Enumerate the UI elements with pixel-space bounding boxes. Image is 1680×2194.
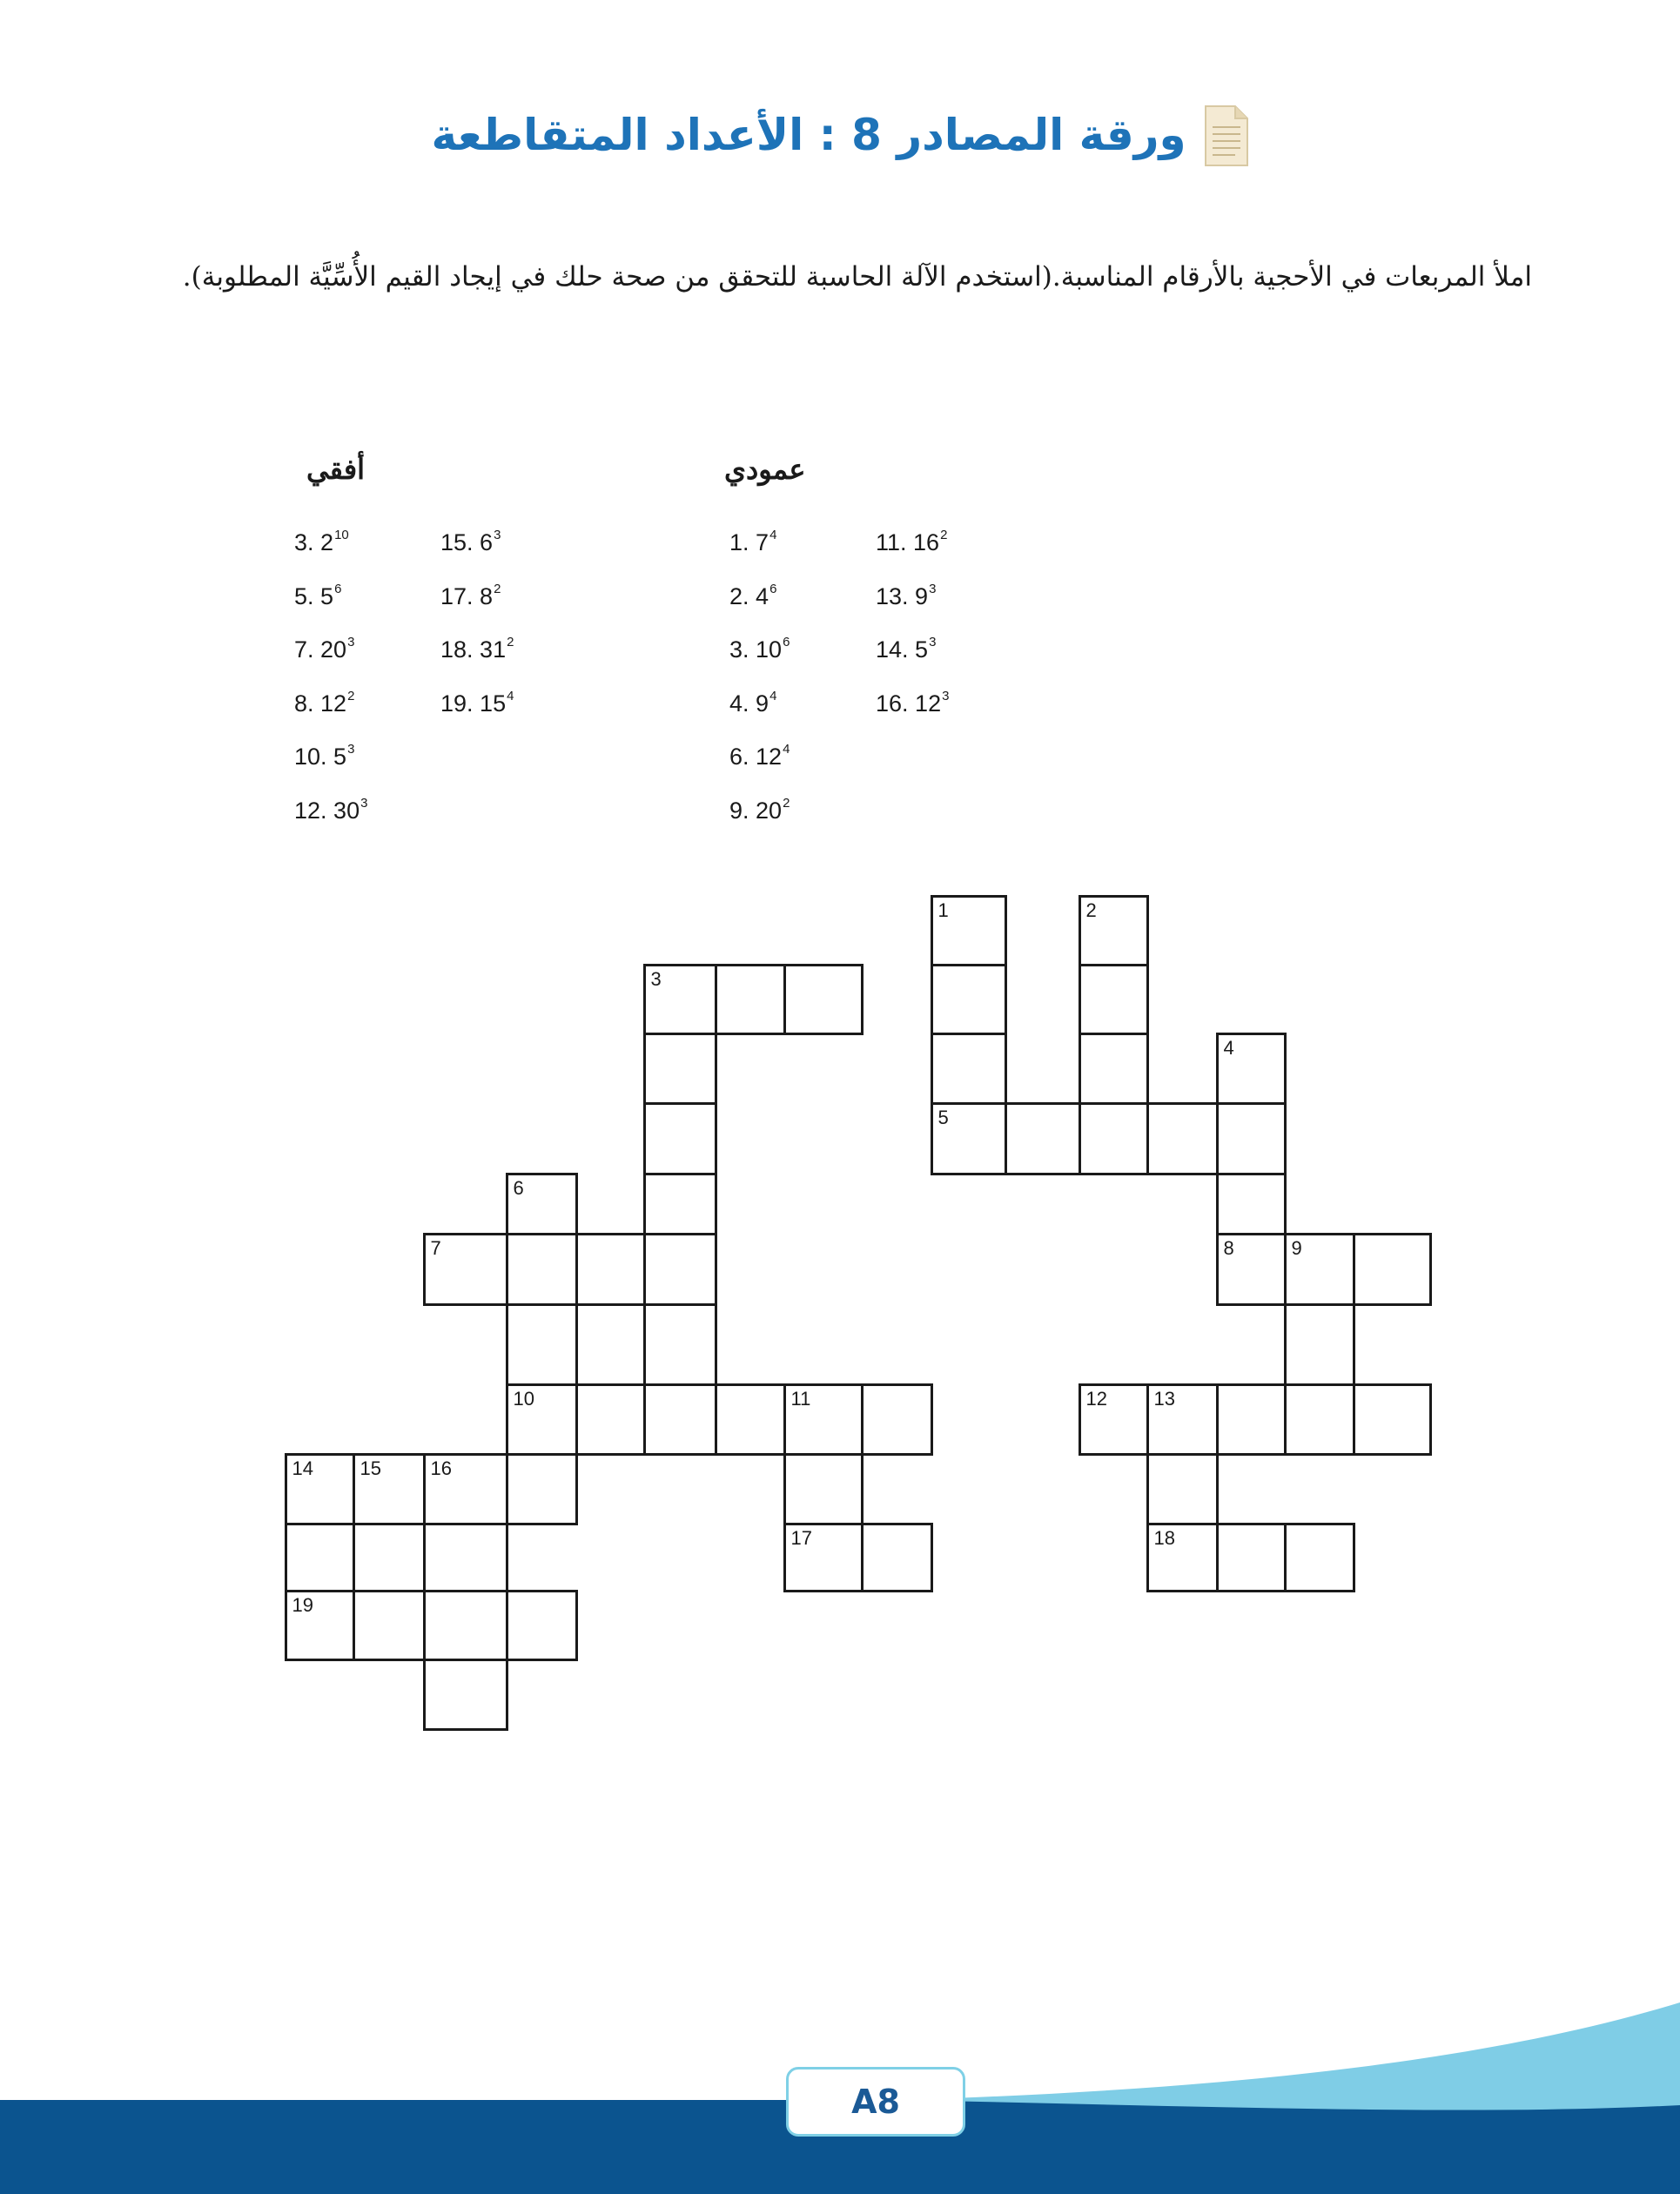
cell-number: 12 [1085, 1387, 1107, 1410]
crossword-cell[interactable] [423, 1590, 508, 1661]
crossword-cell[interactable] [1216, 1523, 1287, 1592]
clue-number: 10. [294, 744, 334, 770]
crossword-cell[interactable] [423, 1233, 508, 1306]
clue-number: 3. [294, 529, 321, 555]
page-number-badge: A8 [786, 2067, 965, 2137]
clue-exponent: 2 [347, 688, 355, 703]
crossword-cell[interactable] [861, 1383, 933, 1456]
cell-number: 18 [1153, 1526, 1175, 1549]
clue-number: 12. [294, 797, 334, 824]
clue-number: 6. [729, 744, 756, 770]
across-clues-col2 [440, 529, 514, 744]
crossword-cell[interactable] [643, 1033, 717, 1105]
crossword-cell[interactable] [643, 1102, 717, 1175]
clue-base: 20 [756, 797, 783, 824]
crossword-cell[interactable] [506, 1453, 578, 1525]
clue-item [294, 636, 367, 690]
clue-item [729, 583, 790, 637]
clue-exponent: 3 [929, 635, 937, 649]
clue-exponent: 6 [783, 635, 790, 649]
crossword-cell[interactable] [931, 895, 1007, 966]
clue-base: 12 [915, 690, 942, 717]
clue-item [440, 583, 514, 637]
cell-number: 7 [430, 1236, 441, 1259]
crossword-cell[interactable] [931, 1033, 1007, 1105]
clue-exponent: 3 [942, 688, 950, 703]
clue-number: 18. [440, 636, 480, 663]
clue-exponent: 4 [783, 742, 790, 757]
cell-number: 17 [790, 1526, 812, 1549]
crossword-cell[interactable] [285, 1590, 355, 1661]
cell-number: 6 [513, 1176, 524, 1199]
clue-item [876, 636, 949, 690]
clue-number: 3. [729, 636, 756, 663]
cell-number: 4 [1223, 1036, 1234, 1059]
cell-number: 13 [1153, 1387, 1175, 1410]
clue-exponent: 6 [334, 581, 342, 596]
clue-exponent: 2 [940, 528, 948, 542]
clue-base: 9 [915, 582, 929, 609]
crossword-cell[interactable] [506, 1173, 578, 1235]
clue-item [876, 690, 949, 744]
crossword-cell[interactable] [1216, 1173, 1287, 1235]
crossword-cell[interactable] [643, 1383, 717, 1456]
clue-base: 31 [480, 636, 507, 663]
page-title: ورقة المصادر 8 : الأعداد المتقاطعة [431, 110, 1186, 160]
clue-item [729, 690, 790, 744]
crossword-cell[interactable] [1146, 1453, 1219, 1525]
cell-number: 2 [1085, 898, 1097, 921]
clue-number: 4. [729, 690, 756, 717]
crossword-cell[interactable] [931, 964, 1007, 1035]
crossword-cell[interactable] [1284, 1523, 1355, 1592]
clue-item [440, 636, 514, 690]
clue-base: 10 [756, 636, 783, 663]
crossword-cell[interactable] [1079, 1033, 1149, 1105]
clue-item [729, 636, 790, 690]
clue-number: 1. [729, 529, 756, 555]
crossword-cell[interactable] [931, 1102, 1007, 1175]
crossword-cell[interactable] [423, 1523, 508, 1592]
clue-base: 12 [320, 690, 347, 717]
crossword-cell[interactable] [423, 1453, 508, 1525]
clue-exponent: 2 [783, 795, 790, 811]
across-heading: أفقي [306, 453, 366, 486]
clue-item [294, 690, 367, 744]
crossword-cell[interactable] [1216, 1383, 1287, 1456]
clue-base: 16 [913, 529, 940, 555]
crossword-cell[interactable] [1005, 1102, 1081, 1175]
crossword-cell[interactable] [1146, 1102, 1219, 1175]
clue-item [294, 529, 367, 583]
clue-base: 6 [480, 529, 494, 555]
down-clues-col2 [876, 529, 949, 744]
cell-number: 3 [650, 967, 662, 990]
cell-number: 19 [292, 1593, 313, 1616]
crossword-cell[interactable] [783, 1383, 864, 1456]
clue-base: 7 [756, 529, 769, 555]
clue-item [876, 583, 949, 637]
down-clues-col1 [729, 529, 790, 851]
clue-item [729, 795, 790, 851]
crossword-cell[interactable] [1079, 1102, 1149, 1175]
crossword-cell[interactable] [506, 1383, 578, 1456]
clue-item [876, 529, 949, 583]
cell-number: 5 [937, 1106, 949, 1128]
crossword-cell[interactable] [423, 1659, 508, 1731]
crossword-cell[interactable] [715, 1383, 786, 1456]
clue-item [294, 795, 368, 851]
clue-base: 9 [756, 690, 769, 717]
crossword-cell[interactable] [1353, 1233, 1432, 1306]
clue-exponent: 3 [347, 742, 355, 757]
cell-number: 15 [360, 1457, 381, 1479]
crossword-cell[interactable] [643, 964, 717, 1035]
crossword-cell[interactable] [506, 1590, 578, 1661]
clue-base: 30 [333, 797, 360, 824]
crossword-cell[interactable] [643, 1303, 717, 1386]
clue-exponent: 4 [769, 688, 777, 703]
clue-exponent: 2 [507, 635, 514, 649]
clue-base: 2 [320, 529, 334, 555]
clue-number: 13. [876, 582, 916, 609]
clue-exponent: 10 [334, 528, 349, 542]
crossword-cell[interactable] [643, 1233, 717, 1306]
clue-base: 15 [480, 690, 507, 717]
clue-base: 5 [320, 582, 334, 609]
clue-exponent: 3 [929, 581, 937, 596]
cell-number: 1 [937, 898, 949, 921]
across-clues-col1 [294, 529, 367, 851]
crossword-cell[interactable] [1079, 964, 1149, 1035]
crossword-cell[interactable] [1146, 1523, 1219, 1592]
clue-item [440, 690, 514, 744]
crossword-cell[interactable] [1079, 895, 1149, 966]
title-row [0, 103, 1680, 167]
cell-number: 10 [513, 1387, 534, 1410]
crossword-cell[interactable] [575, 1383, 646, 1456]
document-icon [1202, 103, 1249, 167]
crossword-cell[interactable] [1216, 1033, 1287, 1105]
crossword-cell[interactable] [506, 1303, 578, 1386]
crossword-cell[interactable] [783, 964, 864, 1035]
down-heading: عمودي [724, 453, 806, 486]
clue-number: 15. [440, 529, 480, 555]
clue-item [294, 744, 367, 798]
clue-number: 5. [294, 582, 321, 609]
clue-exponent: 4 [507, 688, 514, 703]
cell-number: 9 [1291, 1236, 1302, 1259]
clue-number: 19. [440, 690, 480, 717]
crossword-cell[interactable] [783, 1523, 864, 1592]
crossword-cell[interactable] [353, 1590, 426, 1661]
cell-number: 8 [1223, 1236, 1234, 1259]
clue-number: 17. [440, 582, 480, 609]
crossword-cell[interactable] [575, 1303, 646, 1386]
clue-number: 2. [729, 582, 756, 609]
crossword-cell[interactable] [285, 1523, 355, 1592]
crossword-cell[interactable] [715, 964, 786, 1035]
clue-item [440, 529, 514, 583]
crossword-cell[interactable] [506, 1233, 578, 1306]
crossword-cell[interactable] [1284, 1233, 1355, 1306]
clue-number: 11. [876, 529, 914, 555]
clue-number: 7. [294, 636, 321, 663]
clue-number: 9. [729, 797, 756, 824]
clue-base: 20 [320, 636, 347, 663]
clue-base: 4 [756, 582, 769, 609]
crossword-cell[interactable] [575, 1233, 646, 1306]
crossword-cell[interactable] [1284, 1303, 1355, 1386]
crossword-cell[interactable] [1216, 1233, 1287, 1306]
clue-exponent: 3 [360, 795, 368, 811]
clue-exponent: 4 [769, 528, 777, 542]
crossword-cell[interactable] [285, 1453, 355, 1525]
clue-number: 8. [294, 690, 321, 717]
clue-base: 8 [480, 582, 494, 609]
clue-exponent: 3 [494, 528, 501, 542]
crossword-cell[interactable] [1146, 1383, 1219, 1456]
crossword-cell[interactable] [861, 1523, 933, 1592]
crossword-cell[interactable] [1353, 1383, 1432, 1456]
clue-number: 16. [876, 690, 916, 717]
clue-base: 5 [915, 636, 929, 663]
crossword-cell[interactable] [1284, 1383, 1355, 1456]
clue-item [294, 583, 367, 637]
crossword-cell[interactable] [643, 1173, 717, 1235]
cell-number: 16 [430, 1457, 452, 1479]
clue-base: 5 [333, 744, 347, 770]
clue-exponent: 2 [494, 581, 501, 596]
clue-exponent: 3 [347, 635, 355, 649]
clue-base: 12 [756, 744, 783, 770]
cell-number: 11 [790, 1387, 811, 1410]
clue-item [729, 529, 790, 583]
crossword-cell[interactable] [1079, 1383, 1149, 1456]
clue-exponent: 6 [769, 581, 777, 596]
cell-number: 14 [292, 1457, 313, 1479]
crossword-cell[interactable] [353, 1453, 426, 1525]
crossword-cell[interactable] [783, 1453, 864, 1525]
clue-number: 14. [876, 636, 916, 663]
crossword-cell[interactable] [1216, 1102, 1287, 1175]
instructions-text: املأ المربعات في الأحجية بالأرقام المناسبة.(استخدم الآلة الحاسبة للتحقق من صحة حلك في إيجاد القيم الأُسِّيَّة المطلوبة). [182, 261, 1532, 293]
clue-item [729, 744, 790, 798]
